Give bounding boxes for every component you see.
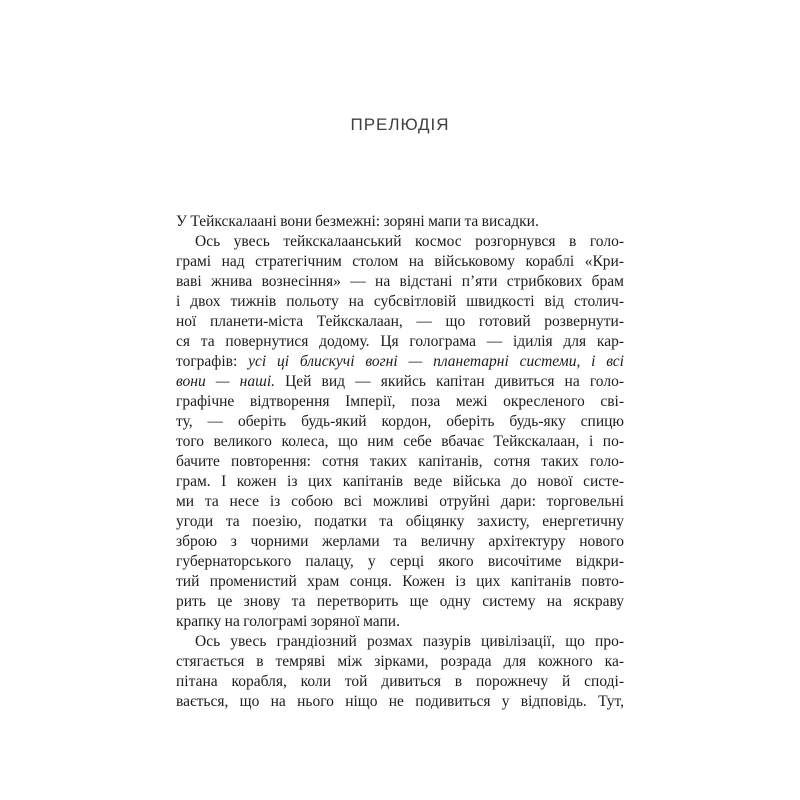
text-line: грам. І кожен із цих капітанів веде війська до нової систе-: [176, 473, 624, 490]
body-text-block: [176, 212, 624, 712]
text-line: губернаторського палацу, у серці якого височітиме відкри-: [176, 553, 624, 570]
text-line: стягається в темряві між зірками, розрада для кожного ка-: [176, 653, 624, 670]
text-line: рить це знову та перетворить ще одну систему на яскраву: [176, 593, 624, 610]
text-line: зброю з чорними жерлами та величну архітектуру нового: [176, 533, 624, 550]
text-line: того великого колеса, що ним себе вбачає Тейкскалаан, і по-: [176, 433, 624, 450]
chapter-title: ПРЕЛЮДІЯ: [350, 115, 450, 134]
text-line: ся та повернутися додому. Ця голограма — ідилія для кар-: [176, 333, 624, 350]
text-line: ми та несе із собою всі можливі отруйні дари: торговельні: [176, 493, 624, 510]
text-line: ної планети-міста Тейкскалаан, — що готовий розвернути-: [176, 313, 624, 330]
text-line: У Тейкскалаані вони безмежні: зоряні мапи та висадки.: [176, 213, 539, 230]
text-line: Ось увесь тейкскалаанський космос розгорнувся в голо-: [195, 233, 624, 250]
text-line: і двох тижнів польоту на субсвітловій швидкості від столич-: [176, 293, 624, 310]
text-line: крапку на голограмі зоряної мапи.: [176, 613, 400, 630]
text-line: вається, що на нього ніщо не подивиться у відповідь. Тут,: [176, 693, 624, 710]
text-line: угоди та поезію, податки та обіцянку захисту, енергетичну: [176, 513, 624, 530]
text-line: грамі над стратегічним столом на військовому кораблі «Кри-: [176, 253, 624, 270]
text-line: ту, — оберіть будь-який кордон, оберіть будь-яку спицю: [176, 413, 624, 430]
text-line: ваві жнива вознесіння» — на відстані п’яти стрибкових брам: [176, 273, 624, 290]
text-line: тий променистий храм сонця. Кожен із цих капітанів повто-: [176, 573, 624, 590]
text-line: вони — наші. Цей вид — якийсь капітан дивиться на голо-: [176, 373, 624, 390]
text-line: бачите повторення: сотня таких капітанів, сотня таких голо-: [176, 453, 624, 470]
text-line: Ось увесь грандіозний розмах пазурів цивілізації, що про-: [195, 633, 624, 650]
text-line: графічне відтворення Імперії, поза межі окресленого сві-: [176, 393, 624, 410]
text-line: тографів: усі ці блискучі вогні — планетарні системи, і всі: [176, 353, 624, 370]
text-line: пітана корабля, коли той дивиться в порожнечу й споді-: [176, 673, 624, 690]
